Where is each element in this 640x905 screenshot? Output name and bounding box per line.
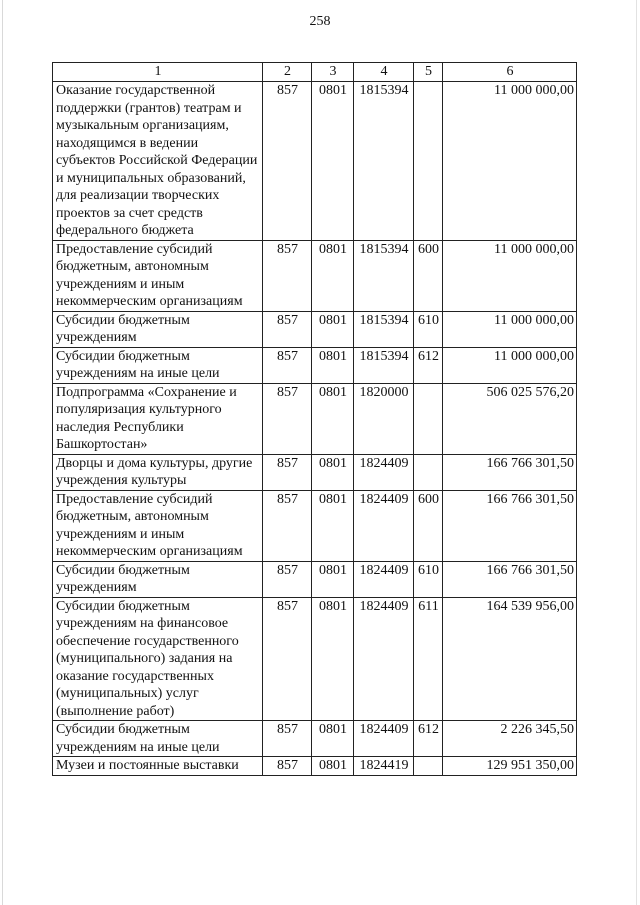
amount-cell: 166 766 301,50 xyxy=(443,490,577,561)
expense-type-cell xyxy=(414,82,443,241)
target-article-cell: 1815394 xyxy=(354,347,414,383)
section-code-cell: 0801 xyxy=(312,454,354,490)
scan-edge-left xyxy=(2,0,3,905)
ministry-code-cell: 857 xyxy=(263,490,312,561)
row-name-cell: Предоставление субсидий бюджетным, автономным учреждениям и иным некоммерческим организациям xyxy=(53,240,263,311)
table-row xyxy=(53,383,577,454)
table-row xyxy=(53,454,577,490)
ministry-code-cell: 857 xyxy=(263,240,312,311)
section-code-cell: 0801 xyxy=(312,347,354,383)
expense-type-cell xyxy=(414,383,443,454)
expense-type-cell: 612 xyxy=(414,347,443,383)
row-name-cell: Субсидии бюджетным учреждениям xyxy=(53,311,263,347)
expense-type-cell: 600 xyxy=(414,490,443,561)
row-name-cell: Субсидии бюджетным учреждениям xyxy=(53,561,263,597)
row-name-cell: Предоставление субсидий бюджетным, автономным учреждениям и иным некоммерческим организациям xyxy=(53,490,263,561)
row-name-cell: Субсидии бюджетным учреждениям на иные цели xyxy=(53,347,263,383)
table-row xyxy=(53,311,577,347)
column-header-6: 6 xyxy=(443,63,577,82)
amount-cell: 129 951 350,00 xyxy=(443,757,577,776)
ministry-code-cell: 857 xyxy=(263,721,312,757)
section-code-cell: 0801 xyxy=(312,561,354,597)
column-header-1: 1 xyxy=(53,63,263,82)
section-code-cell: 0801 xyxy=(312,757,354,776)
section-code-cell: 0801 xyxy=(312,82,354,241)
target-article-cell: 1824409 xyxy=(354,454,414,490)
ministry-code-cell: 857 xyxy=(263,454,312,490)
row-name-cell: Подпрограмма «Сохранение и популяризация культурного наследия Республики Башкортостан» xyxy=(53,383,263,454)
target-article-cell: 1824409 xyxy=(354,490,414,561)
table-row xyxy=(53,721,577,757)
column-header-3: 3 xyxy=(312,63,354,82)
row-name-cell: Музеи и постоянные выставки xyxy=(53,757,263,776)
expense-type-cell xyxy=(414,757,443,776)
ministry-code-cell: 857 xyxy=(263,757,312,776)
table-row xyxy=(53,82,577,241)
row-name-cell: Субсидии бюджетным учреждениям на иные цели xyxy=(53,721,263,757)
amount-cell: 11 000 000,00 xyxy=(443,311,577,347)
expense-type-cell: 611 xyxy=(414,597,443,721)
budget-table xyxy=(52,62,577,776)
target-article-cell: 1820000 xyxy=(354,383,414,454)
ministry-code-cell: 857 xyxy=(263,597,312,721)
target-article-cell: 1815394 xyxy=(354,311,414,347)
target-article-cell: 1824409 xyxy=(354,597,414,721)
amount-cell: 166 766 301,50 xyxy=(443,561,577,597)
table-row xyxy=(53,561,577,597)
expense-type-cell: 610 xyxy=(414,311,443,347)
target-article-cell: 1824409 xyxy=(354,561,414,597)
ministry-code-cell: 857 xyxy=(263,347,312,383)
ministry-code-cell: 857 xyxy=(263,383,312,454)
expense-type-cell xyxy=(414,454,443,490)
column-header-4: 4 xyxy=(354,63,414,82)
table-row xyxy=(53,757,577,776)
table-row xyxy=(53,490,577,561)
expense-type-cell: 600 xyxy=(414,240,443,311)
ministry-code-cell: 857 xyxy=(263,82,312,241)
row-name-cell: Субсидии бюджетным учреждениям на финансовое обеспечение государственного (муниципального) задания на оказание государственных (муниципальных) услуг (выполнение работ) xyxy=(53,597,263,721)
amount-cell: 11 000 000,00 xyxy=(443,347,577,383)
amount-cell: 166 766 301,50 xyxy=(443,454,577,490)
section-code-cell: 0801 xyxy=(312,311,354,347)
amount-cell: 11 000 000,00 xyxy=(443,82,577,241)
scan-edge-right xyxy=(636,0,637,905)
target-article-cell: 1815394 xyxy=(354,240,414,311)
table-row xyxy=(53,597,577,721)
amount-cell: 506 025 576,20 xyxy=(443,383,577,454)
section-code-cell: 0801 xyxy=(312,490,354,561)
section-code-cell: 0801 xyxy=(312,383,354,454)
row-name-cell: Дворцы и дома культуры, другие учреждения культуры xyxy=(53,454,263,490)
section-code-cell: 0801 xyxy=(312,721,354,757)
page-number: 258 xyxy=(309,14,331,29)
target-article-cell: 1824419 xyxy=(354,757,414,776)
amount-cell: 11 000 000,00 xyxy=(443,240,577,311)
target-article-cell: 1815394 xyxy=(354,82,414,241)
row-name-cell: Оказание государственной поддержки (грантов) театрам и музыкальным организациям, находящимся в ведении субъектов Российской Федерации и муниципальных образований, для реализации творческих проектов за счет средств федерального бюджета xyxy=(53,82,263,241)
amount-cell: 164 539 956,00 xyxy=(443,597,577,721)
table-row xyxy=(53,240,577,311)
table-row xyxy=(53,347,577,383)
amount-cell: 2 226 345,50 xyxy=(443,721,577,757)
table-header-row xyxy=(53,63,577,82)
expense-type-cell: 610 xyxy=(414,561,443,597)
ministry-code-cell: 857 xyxy=(263,561,312,597)
target-article-cell: 1824409 xyxy=(354,721,414,757)
ministry-code-cell: 857 xyxy=(263,311,312,347)
section-code-cell: 0801 xyxy=(312,240,354,311)
expense-type-cell: 612 xyxy=(414,721,443,757)
column-header-2: 2 xyxy=(263,63,312,82)
section-code-cell: 0801 xyxy=(312,597,354,721)
column-header-5: 5 xyxy=(414,63,443,82)
